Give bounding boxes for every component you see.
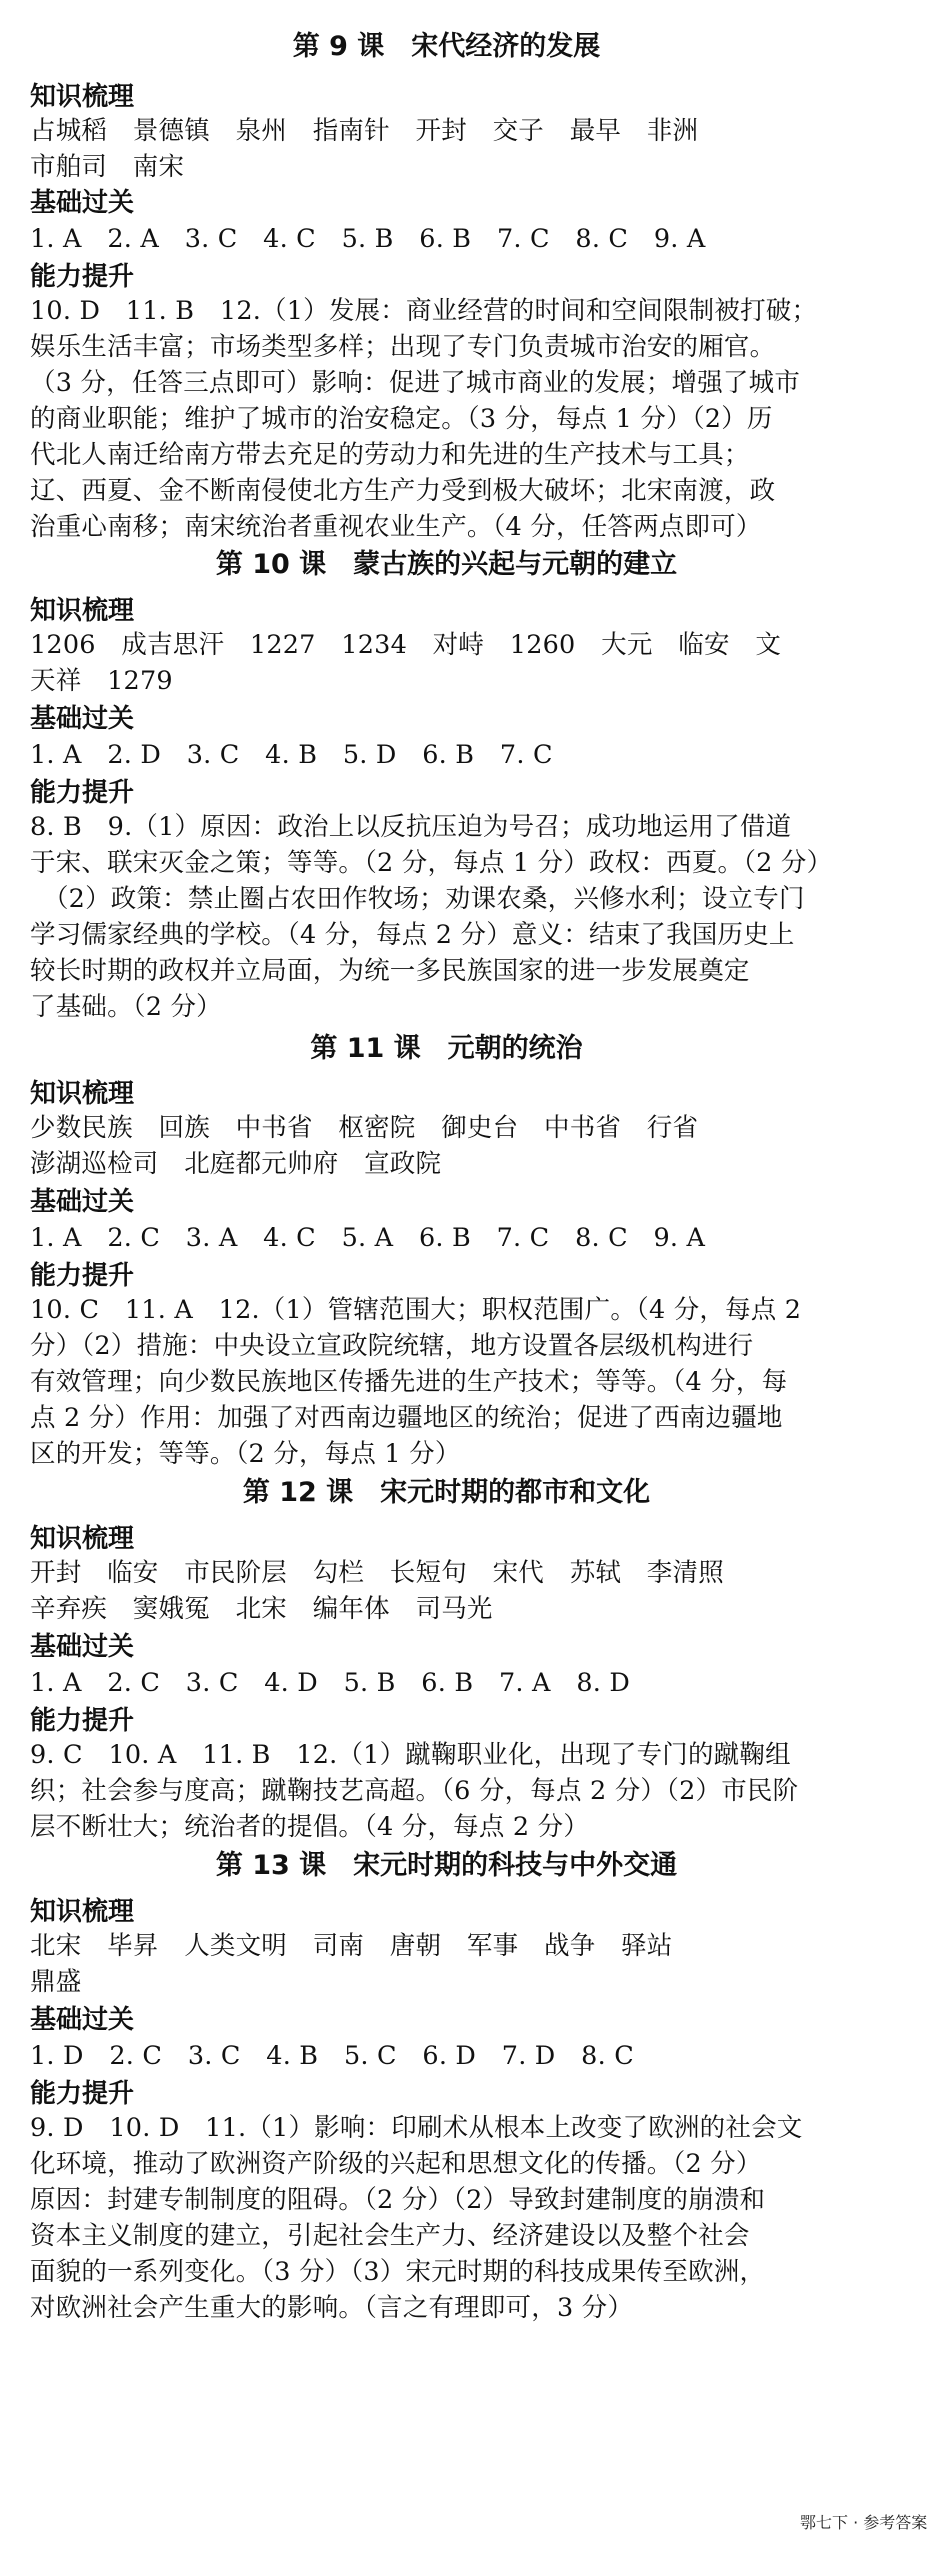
section-heading-basic: 基础过关: [30, 2005, 135, 2035]
answer-line: 分）（2）措施：中央设立宣政院统辖，地方设置各层级机构进行: [30, 1331, 754, 1361]
section-heading-basic: 基础过关: [30, 1632, 135, 1662]
answer-line: 资本主义制度的建立，引起社会生产力、经济建设以及整个社会: [30, 2221, 750, 2251]
section-heading-advanced: 能力提升: [30, 1706, 135, 1736]
section-heading-basic: 基础过关: [30, 1187, 135, 1217]
answer-line: 区的开发；等等。（2 分，每点 1 分）: [30, 1439, 461, 1469]
answer-line: 1. A 2. C 3. A 4. C 5. A 6. B 7. C 8. C 9. A: [30, 1223, 706, 1253]
answer-line: 较长时期的政权并立局面，为统一多民族国家的进一步发展奠定: [30, 956, 750, 986]
page-footer: 鄂七下 · 参考答案: [800, 2513, 927, 2532]
answer-line: （2）政策：禁止圈占农田作牧场；劝课农桑，兴修水利；设立专门: [30, 884, 805, 914]
answer-line: （3 分，任答三点即可）影响：促进了城市商业的发展；增强了城市: [30, 368, 801, 398]
answer-line: 少数民族 回族 中书省 枢密院 御史台 中书省 行省: [30, 1113, 699, 1143]
answer-line: 鼎盛: [30, 1967, 82, 1997]
answer-line: 层不断壮大；统治者的提倡。（4 分，每点 2 分）: [30, 1812, 590, 1842]
answer-line: 治重心南移；南宋统治者重视农业生产。（4 分，任答两点即可）: [30, 512, 762, 542]
lesson-title: 第 13 课 宋元时期的科技与中外交通: [215, 1850, 678, 1881]
section-heading-basic: 基础过关: [30, 188, 135, 218]
answer-line: 10. D 11. B 12.（1）发展：商业经营的时间和空间限制被打破；: [30, 296, 818, 326]
section-heading-knowledge: 知识梳理: [30, 82, 135, 112]
answer-line: 学习儒家经典的学校。（4 分，每点 2 分）意义：结束了我国历史上: [30, 920, 795, 950]
answer-line: 1. D 2. C 3. C 4. B 5. C 6. D 7. D 8. C: [30, 2041, 634, 2071]
section-heading-advanced: 能力提升: [30, 1261, 135, 1291]
answer-line: 8. B 9.（1）原因：政治上以反抗压迫为号召；成功地运用了借道: [30, 812, 792, 842]
answer-line: 市舶司 南宋: [30, 152, 185, 182]
answer-line: 澎湖巡检司 北庭都元帅府 宣政院: [30, 1149, 442, 1179]
answer-line: 10. C 11. A 12.（1）管辖范围大；职权范围广。（4 分，每点 2: [30, 1295, 802, 1325]
answer-line: 辛弃疾 窦娥冤 北宋 编年体 司马光: [30, 1594, 493, 1624]
lesson-title: 第 11 课 元朝的统治: [310, 1033, 583, 1064]
answer-line: 开封 临安 市民阶层 勾栏 长短句 宋代 苏轼 李清照: [30, 1558, 724, 1588]
section-heading-knowledge: 知识梳理: [30, 1524, 135, 1554]
section-heading-advanced: 能力提升: [30, 2079, 135, 2109]
answer-line: 1. A 2. A 3. C 4. C 5. B 6. B 7. C 8. C 9. A: [30, 224, 706, 254]
section-heading-knowledge: 知识梳理: [30, 1079, 135, 1109]
section-heading-basic: 基础过关: [30, 704, 135, 734]
section-heading-advanced: 能力提升: [30, 778, 135, 808]
lesson-title: 第 12 课 宋元时期的都市和文化: [242, 1477, 651, 1508]
answer-line: 1. A 2. D 3. C 4. B 5. D 6. B 7. C: [30, 740, 553, 770]
answer-line: 了基础。（2 分）: [30, 992, 222, 1022]
answer-line: 面貌的一系列变化。（3 分）（3）宋元时期的科技成果传至欧洲，: [30, 2257, 766, 2287]
answer-line: 北宋 毕昇 人类文明 司南 唐朝 军事 战争 驿站: [30, 1931, 673, 1961]
answer-line: 天祥 1279: [30, 666, 173, 696]
answer-line: 辽、西夏、金不断南侵使北方生产力受到极大破坏；北宋南渡，政: [30, 476, 776, 506]
answer-line: 的商业职能；维护了城市的治安稳定。（3 分，每点 1 分）（2）历: [30, 404, 773, 434]
answer-line: 娱乐生活丰富；市场类型多样；出现了专门负责城市治安的厢官。: [30, 332, 776, 362]
answer-line: 有效管理；向少数民族地区传播先进的生产技术；等等。（4 分，每: [30, 1367, 788, 1397]
answer-line: 对欧洲社会产生重大的影响。（言之有理即可，3 分）: [30, 2293, 634, 2323]
lesson-title: 第 9 课 宋代经济的发展: [292, 31, 601, 62]
answer-line: 1. A 2. C 3. C 4. D 5. B 6. B 7. A 8. D: [30, 1668, 631, 1698]
answer-line: 9. C 10. A 11. B 12.（1）蹴鞠职业化，出现了专门的蹴鞠组: [30, 1740, 791, 1770]
answer-line: 化环境，推动了欧洲资产阶级的兴起和思想文化的传播。（2 分）: [30, 2149, 762, 2179]
section-heading-knowledge: 知识梳理: [30, 1897, 135, 1927]
answer-line: 代北人南迁给南方带去充足的劳动力和先进的生产技术与工具；: [30, 440, 750, 470]
answer-line: 点 2 分）作用：加强了对西南边疆地区的统治；促进了西南边疆地: [30, 1403, 783, 1433]
answer-line: 1206 成吉思汗 1227 1234 对峙 1260 大元 临安 文: [30, 630, 782, 660]
answer-line: 原因：封建专制制度的阻碍。（2 分）（2）导致封建制度的崩溃和: [30, 2185, 766, 2215]
lesson-title: 第 10 课 蒙古族的兴起与元朝的建立: [215, 549, 678, 580]
section-heading-knowledge: 知识梳理: [30, 596, 135, 626]
answer-line: 于宋、联宋灭金之策；等等。（2 分，每点 1 分）政权：西夏。（2 分）: [30, 848, 833, 878]
answer-line: 9. D 10. D 11.（1）影响：印刷术从根本上改变了欧洲的社会文: [30, 2113, 803, 2143]
answer-line: 占城稻 景德镇 泉州 指南针 开封 交子 最早 非洲: [30, 116, 699, 146]
section-heading-advanced: 能力提升: [30, 262, 135, 292]
answer-line: 织；社会参与度高；蹴鞠技艺高超。（6 分，每点 2 分）（2）市民阶: [30, 1776, 799, 1806]
